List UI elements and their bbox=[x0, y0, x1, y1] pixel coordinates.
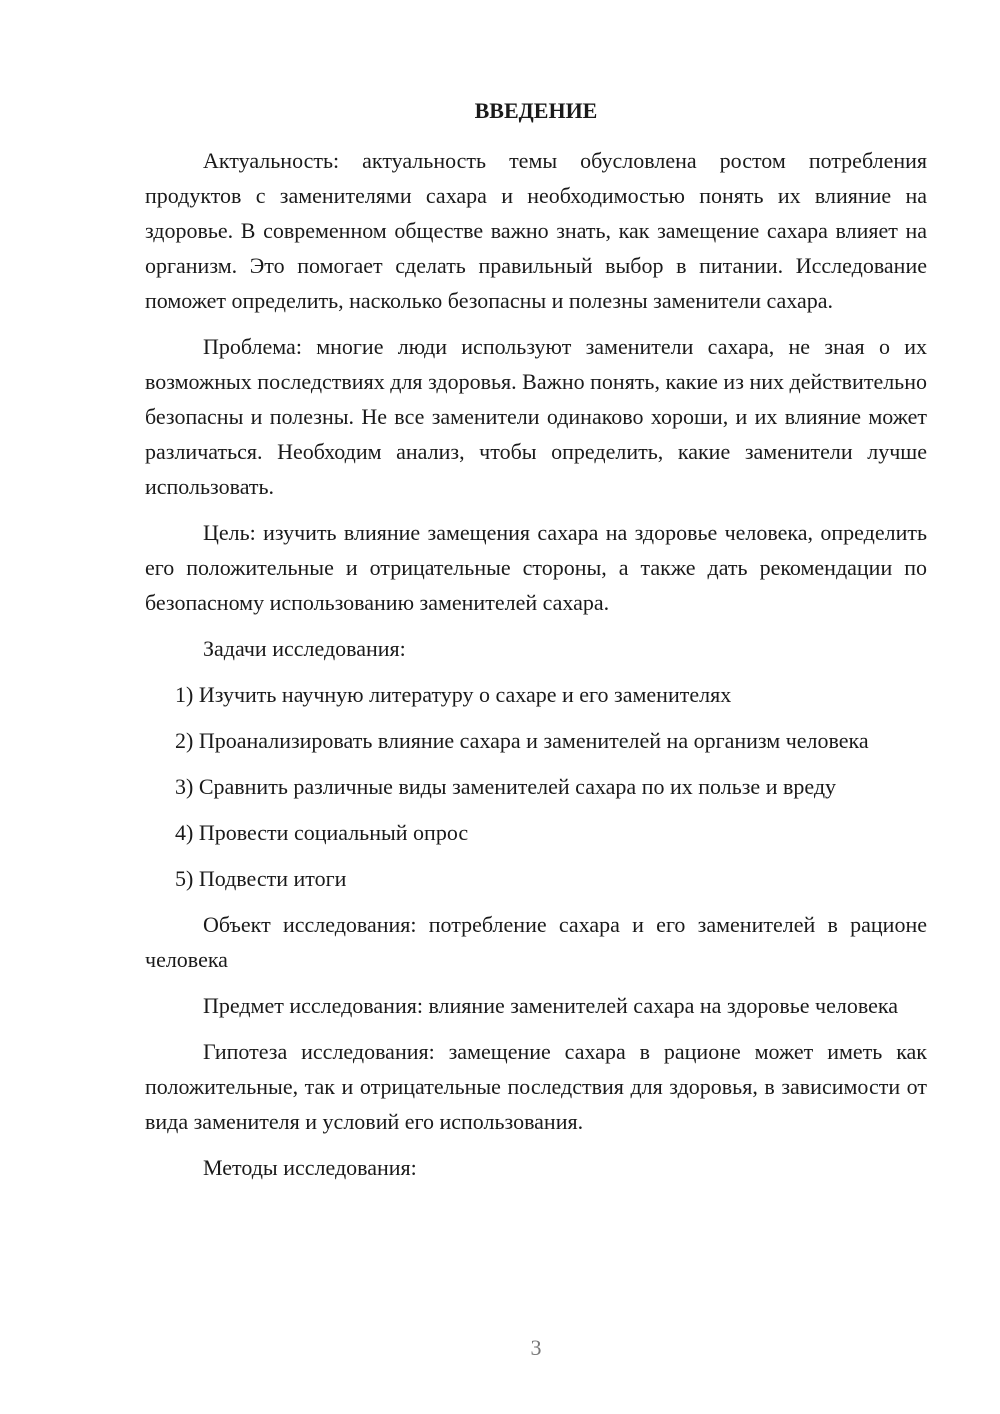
paragraph-methods-title: Методы исследования: bbox=[203, 1155, 417, 1180]
document-body bbox=[145, 143, 927, 1196]
paragraph-relevance: Актуальность: актуальность темы обусловлена ростом потребления продуктов с заменителями сахара и необходимостью понять их влияние на здоровье. В современном обществе важно знать, как замещение сахара влияет на организм. Это помогает сделать правильный выбор в питании. Исследование поможет определить, насколько безопасны и полезны заменители сахара. bbox=[145, 148, 927, 313]
task-item-4: 4) Провести социальный опрос bbox=[175, 820, 469, 845]
paragraph-goal: Цель: изучить влияние замещения сахара на здоровье человека, определить его положительные и отрицательные стороны, а также дать рекомендации по безопасному использованию заменителей сахара. bbox=[145, 520, 927, 615]
task-item-2: 2) Проанализировать влияние сахара и заменителей на организм человека bbox=[175, 728, 869, 753]
paragraph-tasks-title: Задачи исследования: bbox=[203, 636, 406, 661]
paragraph-object: Объект исследования: потребление сахара и его заменителей в рационе человека bbox=[145, 912, 927, 972]
paragraph-hypothesis: Гипотеза исследования: замещение сахара в рационе может иметь как положительные, так и отрицательные последствия для здоровья, в зависимости от вида заменителя и условий его использования. bbox=[145, 1039, 927, 1134]
task-item-3: 3) Сравнить различные виды заменителей сахара по их пользе и вреду bbox=[175, 774, 837, 799]
paragraph-subject: Предмет исследования: влияние заменителей сахара на здоровье человека bbox=[203, 993, 899, 1018]
paragraph-problem: Проблема: многие люди используют заменители сахара, не зная о их возможных последствиях для здоровья. Важно понять, какие из них действительно безопасны и полезны. Не все заменители одинаково хороши, и их влияние может различаться. Необходим анализ, чтобы определить, какие заменители лучше использовать. bbox=[145, 334, 927, 499]
page-number: 3 bbox=[530, 1335, 542, 1360]
task-item-1: 1) Изучить научную литературу о сахаре и его заменителях bbox=[175, 682, 732, 707]
section-heading: ВВЕДЕНИЕ bbox=[474, 98, 598, 123]
task-item-5: 5) Подвести итоги bbox=[175, 866, 347, 891]
